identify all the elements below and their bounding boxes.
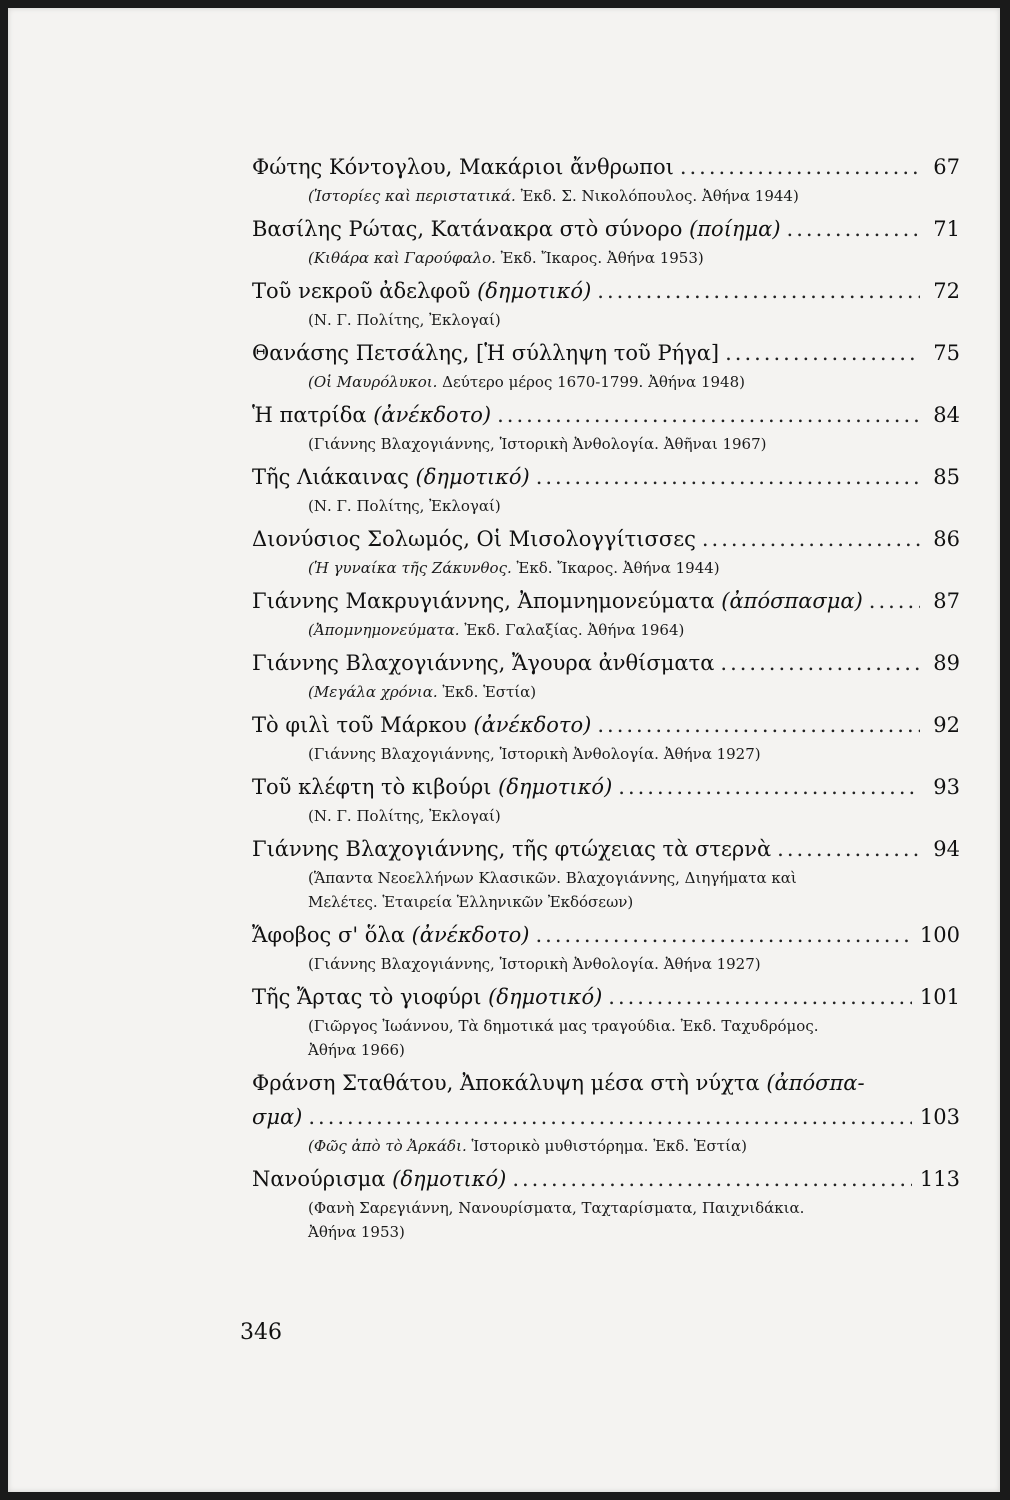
toc-source-details: Ἱστορικὸ μυθιστόρημα. Ἐκδ. Ἑστία) xyxy=(466,1137,747,1155)
toc-leader-dots xyxy=(512,1162,912,1196)
toc-entry-source xyxy=(252,1014,960,1038)
toc-entry-line xyxy=(252,832,960,866)
toc-source-details: (Ν. Γ. Πολίτης, Ἐκλογαί) xyxy=(308,497,501,515)
toc-leader-dots xyxy=(680,150,920,184)
toc-source-details: Ἐκδ. Σ. Νικολόπουλος. Ἀθήνα 1944) xyxy=(515,187,799,205)
toc-entry-page: 72 xyxy=(933,279,960,303)
toc-entry-source-cont: Ἀθήνα 1966) xyxy=(308,1041,405,1059)
toc-entry-source xyxy=(252,952,960,976)
toc-entry-source xyxy=(252,618,960,642)
toc-entry-title-text: Βασίλης Ρώτας, Κατάνακρα στὸ σύνορο xyxy=(252,217,690,241)
toc-entry-genre: (ἀνέκδοτο) xyxy=(411,923,530,947)
toc-entry-source xyxy=(252,556,960,580)
toc-source-details: Ἐκδ. Ἴκαρος. Ἀθήνα 1944) xyxy=(511,559,720,577)
toc-entry-line xyxy=(252,918,960,952)
toc-entry-source xyxy=(252,866,960,890)
toc-entry-title-text: Φράνση Σταθάτου, Ἀποκάλυψη μέσα στὴ νύχτα xyxy=(252,1071,767,1095)
toc-source-details: (Γιάννης Βλαχογιάννης, Ἱστορικὴ Ἀνθολογία. Ἀθήνα 1927) xyxy=(308,745,761,763)
toc-entry-title-text: Τῆς Ἄρτας τὸ γιοφύρι xyxy=(252,985,489,1009)
toc-source-details: Ἐκδ. Γαλαξίας. Ἀθήνα 1964) xyxy=(459,621,685,639)
toc-entry-genre: (δημοτικό) xyxy=(415,465,530,489)
toc-source-details: Ἐκδ. Ἑστία) xyxy=(437,683,537,701)
toc-entry-page: 103 xyxy=(919,1105,960,1129)
toc-entry-title-text: Ἄφοβος σ' ὅλα xyxy=(252,923,412,947)
toc-entry xyxy=(252,980,960,1062)
page-number: 346 xyxy=(240,1320,282,1345)
toc-entry-line xyxy=(252,522,960,556)
toc-entry-line xyxy=(252,1162,960,1196)
toc-source-work: (Μεγάλα χρόνια. xyxy=(308,683,438,701)
toc-entry-genre: (δημοτικό) xyxy=(498,775,613,799)
toc-entry-page: 94 xyxy=(933,837,960,861)
toc-entry-title xyxy=(252,832,771,866)
toc-entry-line xyxy=(252,1066,960,1100)
toc-entry-title-text: Τῆς Λιάκαινας xyxy=(252,465,416,489)
toc-entry-title-text: Ἡ πατρίδα xyxy=(252,403,374,427)
toc-entry-title xyxy=(252,918,530,952)
toc-source-details: (Γιῶργος Ἰωάννου, Τὰ δημοτικά μας τραγούδια. Ἐκδ. Ταχυδρόμος. xyxy=(308,1017,819,1035)
toc-entry-title-cont xyxy=(252,1100,302,1134)
toc-entry-title-text: Διονύσιος Σολωμός, Οἱ Μισολογγίτισσες xyxy=(252,527,696,551)
toc-entry-title xyxy=(252,522,696,556)
toc-entry-title xyxy=(252,980,602,1014)
toc-entry-source xyxy=(252,246,960,270)
toc-entry-line xyxy=(252,398,960,432)
toc-entry-genre: (δημοτικό) xyxy=(477,279,592,303)
toc-entry-page: 75 xyxy=(933,341,960,365)
toc-entry-page: 89 xyxy=(933,651,960,675)
toc-entry-title-text: Νανούρισμα xyxy=(252,1167,393,1191)
toc-entry-source-cont: Ἀθήνα 1953) xyxy=(308,1223,405,1241)
toc-leader-dots xyxy=(720,646,920,680)
toc-entry-page: 67 xyxy=(933,155,960,179)
toc-entry-title-text: Γιάννης Μακρυγιάννης, Ἀπομνημονεύματα xyxy=(252,589,722,613)
toc-entry-title xyxy=(252,274,591,308)
toc-entry-title xyxy=(252,584,863,618)
toc-entry-source xyxy=(252,1134,960,1158)
toc-entry-genre-cont: σμα) xyxy=(252,1105,303,1129)
toc-leader-dots xyxy=(597,274,920,308)
toc-entry-source xyxy=(252,680,960,704)
toc-entry-source xyxy=(252,432,960,456)
toc-entry xyxy=(252,460,960,518)
toc-source-work: (Φῶς ἀπὸ τὸ Ἀρκάδι. xyxy=(308,1137,467,1155)
toc-source-details: (Ἅπαντα Νεοελλήνων Κλασικῶν. Βλαχογιάννης, Διηγήματα καὶ xyxy=(308,869,797,887)
toc-entry-page: 71 xyxy=(933,217,960,241)
toc-entry-title-text: Θανάσης Πετσάλης, [Ἡ σύλληψη τοῦ Ρήγα] xyxy=(252,341,720,365)
toc-source-details: Δεύτερο μέρος 1670-1799. Ἀθήνα 1948) xyxy=(437,373,745,391)
toc-source-details: (Ν. Γ. Πολίτης, Ἐκλογαί) xyxy=(308,807,501,825)
toc-entry-title xyxy=(252,336,719,370)
toc-entry-continuation xyxy=(252,1100,960,1134)
toc-source-details: (Γιάννης Βλαχογιάννης, Ἱστορικὴ Ἀνθολογία. Ἀθήνα 1927) xyxy=(308,955,761,973)
toc-entry-page: 113 xyxy=(919,1167,960,1191)
toc-source-details: (Γιάννης Βλαχογιάννης, Ἱστορικὴ Ἀνθολογία. Ἀθῆναι 1967) xyxy=(308,435,767,453)
toc-entry-title-text: Γιάννης Βλαχογιάννης, Ἄγουρα ἀνθίσματα xyxy=(252,651,715,675)
toc-entry xyxy=(252,584,960,642)
toc-entry-page: 87 xyxy=(933,589,960,613)
toc-leader-dots xyxy=(618,770,920,804)
toc-leader-dots xyxy=(497,398,920,432)
toc-leader-dots xyxy=(597,708,920,742)
toc-source-work: (Κιθάρα καὶ Γαρούφαλο. xyxy=(308,249,496,267)
toc-entry xyxy=(252,522,960,580)
toc-entry-source xyxy=(252,308,960,332)
toc-source-details: (Ν. Γ. Πολίτης, Ἐκλογαί) xyxy=(308,311,501,329)
toc-leader-dots xyxy=(536,918,912,952)
toc-entry-title xyxy=(252,646,714,680)
toc-entry-source-cont: Μελέτες. Ἑταιρεία Ἑλληνικῶν Ἐκδόσεων) xyxy=(308,893,634,911)
toc-entry-title xyxy=(252,1162,506,1196)
toc-entry-source xyxy=(252,804,960,828)
toc-leader-dots xyxy=(308,1100,912,1134)
toc-entry xyxy=(252,832,960,914)
toc-entry xyxy=(252,708,960,766)
toc-leader-dots xyxy=(777,832,920,866)
toc-entry-genre: (ἀνέκδοτο) xyxy=(373,403,492,427)
toc-entry-source xyxy=(252,1196,960,1220)
toc-entry xyxy=(252,646,960,704)
toc-entry-title-text: Φώτης Κόντογλου, Μακάριοι ἄνθρωποι xyxy=(252,155,674,179)
toc-source-work: (Οἱ Μαυρόλυκοι. xyxy=(308,373,438,391)
toc-entry-title xyxy=(252,212,781,246)
toc-entry-genre: (δημοτικό) xyxy=(392,1167,507,1191)
toc-entry-title xyxy=(252,770,612,804)
toc-entry xyxy=(252,212,960,270)
toc-entry-line xyxy=(252,980,960,1014)
table-of-contents xyxy=(252,150,960,1248)
toc-entry-title xyxy=(252,1066,865,1100)
toc-leader-dots xyxy=(869,584,920,618)
toc-entry xyxy=(252,398,960,456)
toc-entry-page: 85 xyxy=(933,465,960,489)
toc-entry-page: 86 xyxy=(933,527,960,551)
toc-entry-source xyxy=(252,742,960,766)
toc-entry-page: 101 xyxy=(919,985,960,1009)
toc-source-work: (Ἡ γυναίκα τῆς Ζάκυνθος. xyxy=(308,559,512,577)
toc-leader-dots xyxy=(787,212,920,246)
toc-entry-source xyxy=(252,184,960,208)
toc-leader-dots xyxy=(702,522,920,556)
toc-entry-line xyxy=(252,460,960,494)
toc-entry-genre: (δημοτικό) xyxy=(488,985,603,1009)
book-page xyxy=(8,8,1000,1492)
toc-entry-line xyxy=(252,150,960,184)
toc-source-work: (Ἀπομνημονεύματα. xyxy=(308,621,460,639)
toc-entry-source xyxy=(252,370,960,394)
toc-entry xyxy=(252,918,960,976)
toc-leader-dots xyxy=(536,460,920,494)
toc-entry-title xyxy=(252,150,674,184)
toc-entry-line xyxy=(252,212,960,246)
toc-entry-title-text: Τοῦ νεκροῦ ἀδελφοῦ xyxy=(252,279,478,303)
toc-entry-line xyxy=(252,584,960,618)
toc-entry xyxy=(252,1162,960,1244)
toc-entry xyxy=(252,274,960,332)
toc-leader-dots xyxy=(725,336,920,370)
toc-entry-page: 93 xyxy=(933,775,960,799)
toc-entry-line xyxy=(252,770,960,804)
toc-entry-title-text: Τὸ φιλὶ τοῦ Μάρκου xyxy=(252,713,474,737)
toc-entry-page: 84 xyxy=(933,403,960,427)
toc-source-work: (Ἱστορίες καὶ περιστατικά. xyxy=(308,187,516,205)
toc-entry-source xyxy=(252,494,960,518)
toc-entry-title xyxy=(252,398,491,432)
toc-entry xyxy=(252,336,960,394)
toc-entry-title xyxy=(252,460,530,494)
toc-entry-page: 92 xyxy=(933,713,960,737)
toc-entry-line xyxy=(252,274,960,308)
toc-source-details: (Φανὴ Σαρεγιάννη, Νανουρίσματα, Ταχταρίσματα, Παιχνιδάκια. xyxy=(308,1199,805,1217)
toc-entry-genre: (ἀνέκδοτο) xyxy=(473,713,592,737)
toc-entry-genre: (ποίημα) xyxy=(689,217,781,241)
toc-entry-line xyxy=(252,646,960,680)
toc-entry-line xyxy=(252,336,960,370)
toc-entry-genre: (ἀπόσπασμα) xyxy=(721,589,863,613)
toc-entry-genre: (ἀπόσπα- xyxy=(766,1071,865,1095)
toc-entry xyxy=(252,150,960,208)
toc-entry-title-text: Τοῦ κλέφτη τὸ κιβούρι xyxy=(252,775,499,799)
toc-entry xyxy=(252,1066,960,1158)
toc-leader-dots xyxy=(608,980,912,1014)
toc-entry xyxy=(252,770,960,828)
toc-entry-title-text: Γιάννης Βλαχογιάννης, τῆς φτώχειας τὰ στερνὰ xyxy=(252,837,772,861)
toc-entry-page: 100 xyxy=(919,923,960,947)
toc-entry-line xyxy=(252,708,960,742)
toc-entry-title xyxy=(252,708,591,742)
toc-source-details: Ἐκδ. Ἴκαρος. Ἀθήνα 1953) xyxy=(495,249,704,267)
